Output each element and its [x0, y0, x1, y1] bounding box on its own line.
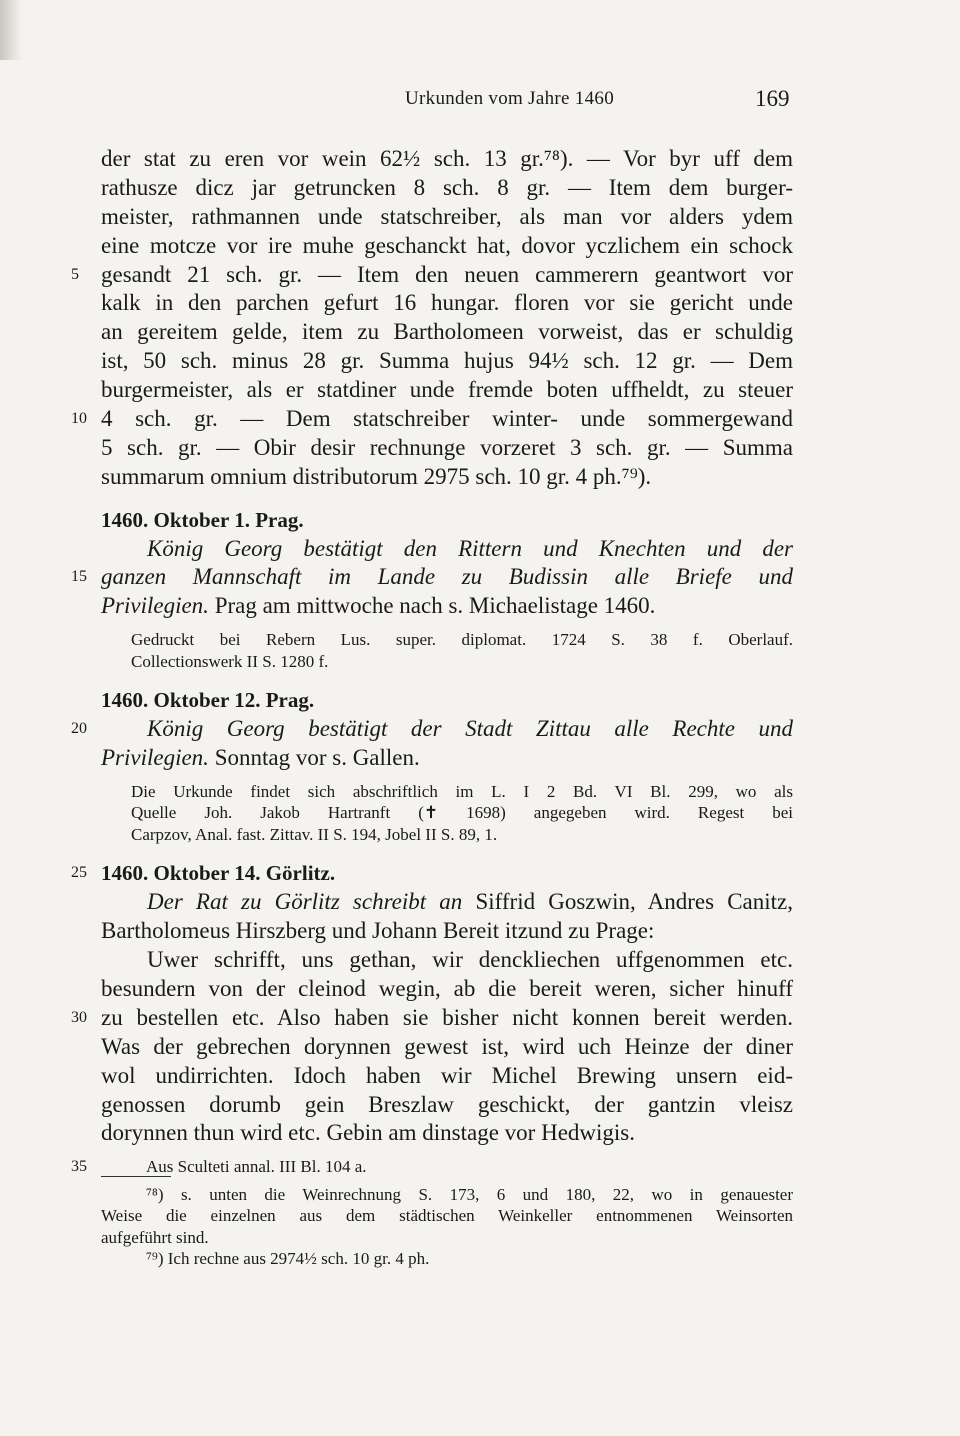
footnote-79: ⁷⁹) Ich rechne aus 2974½ sch. 10 gr. 4 ph.: [146, 1249, 430, 1269]
text-line: 5 gesandt 21 sch. gr. — Item den neuen cammerern geantwort vor: [101, 261, 793, 290]
text-line: eine motcze vor ire muhe geschanckt hat, dovor yczlichem ein schock: [101, 232, 793, 258]
text-line: kalk in den parchen gefurt 16 hungar. floren vor sie gericht unde: [101, 290, 793, 316]
entry-heading: 1460. Oktober 1. Prag.: [101, 507, 304, 532]
text-line: 30 zu bestellen etc. Also haben sie bisher nicht konnen bereit werden.: [101, 1004, 793, 1033]
line-number: 35: [71, 1158, 87, 1176]
text-line: 10 4 sch. gr. — Dem statschreiber winter- unde sommergewand: [101, 405, 793, 434]
text-line: burgermeister, als er statdiner unde fremde boten uffheldt, zu steuer: [101, 377, 793, 403]
text-line: Was der gebrechen dorynnen gewest ist, wird uch Heinze der diner: [101, 1033, 793, 1059]
source-note: Carpzov, Anal. fast. Zittav. II S. 194, Jobel II S. 89, 1.: [131, 824, 498, 844]
line-number: 5: [71, 265, 79, 283]
source-note: Collectionswerk II S. 1280 f.: [131, 651, 329, 671]
line-number: 15: [71, 568, 87, 586]
document-entry: [71, 859, 793, 1148]
text-line: genossen dorumb gein Breszlaw geschickt, der gantzin vleisz: [101, 1091, 793, 1117]
line-number: 20: [71, 720, 87, 738]
text-line: wol undirrichten. Idoch haben wir Michel Brewing unsern eid-: [101, 1062, 793, 1088]
account-paragraph: [71, 145, 793, 492]
text-line: Der Rat zu Görlitz schreibt an Siffrid Goszwin, Andres Canitz,: [147, 889, 793, 915]
footnote-78: ⁷⁸) s. unten die Weinrechnung S. 173, 6 und 180, 22, wo in genauester: [146, 1184, 793, 1204]
page-header: [0, 88, 960, 118]
source-line: 35 Aus Sculteti annal. III Bl. 104 a.: [71, 1157, 367, 1177]
text-line: besundern von der cleinod wegin, ab die bereit weren, sicher hinuff: [101, 975, 793, 1001]
text-line: 20 König Georg bestätigt der Stadt Zittau alle Rechte und: [101, 715, 793, 744]
line-number: 25: [71, 864, 87, 882]
text-line: der stat zu eren vor wein 62½ sch. 13 gr.⁷⁸). — Vor byr uff dem: [101, 146, 793, 171]
text-line: König Georg bestätigt den Rittern und Knechten und der: [147, 535, 793, 561]
running-title: Urkunden vom Jahre 1460: [405, 88, 614, 109]
text-line: 15 ganzen Mannschaft im Lande zu Budissin alle Briefe und: [101, 563, 793, 592]
text-line: summarum omnium distributorum 2975 sch. 10 gr. 4 ph.⁷⁹).: [101, 463, 652, 489]
source-note: Quelle Joh. Jakob Hartranft (✝ 1698) angegeben wird. Regest bei: [131, 803, 793, 823]
entry-heading: 1460. Oktober 12. Prag.: [101, 688, 315, 713]
text-line: meister, rathmannen unde statschreiber, als man vor alders ydem: [101, 203, 793, 229]
text-line: dorynnen thun wird etc. Gebin am dinstage vor Hedwigis.: [101, 1120, 635, 1146]
footnote-78-cont: Weise die einzelnen aus dem städtischen Weinkeller entnommenen Weinsorten: [101, 1206, 793, 1226]
source-note: Die Urkunde findet sich abschriftlich im L. I 2 Bd. VI Bl. 299, wo als: [131, 781, 793, 801]
line-number: 30: [71, 1008, 87, 1026]
text-line: Privilegien. Prag am mittwoche nach s. Michaelistage 1460.: [101, 593, 656, 619]
document-entry: [71, 686, 793, 845]
text-line: 5 sch. gr. — Obir desir rechnunge vorzeret 3 sch. gr. — Summa: [101, 434, 793, 460]
document-entry: [71, 506, 793, 673]
line-number: 10: [71, 410, 87, 428]
text-line: Bartholomeus Hirszberg und Johann Bereit itzund zu Prage:: [101, 918, 655, 944]
footnote-separator-wrap: [101, 1178, 793, 1184]
source-note: Gedruckt bei Rebern Lus. super. diplomat. 1724 S. 38 f. Oberlauf.: [131, 630, 793, 650]
page-body: [71, 145, 793, 1270]
footnotes: [71, 1156, 793, 1270]
scan-edge-shadow: [0, 0, 22, 60]
text-line: ist, 50 sch. minus 28 gr. Summa hujus 94½ sch. 12 gr. — Dem: [101, 348, 793, 374]
entry-heading: 25 1460. Oktober 14. Görlitz.: [101, 859, 793, 888]
text-line: Privilegien. Sonntag vor s. Gallen.: [101, 745, 420, 771]
text-line: rathusze dicz jar getruncken 8 sch. 8 gr. — Item dem burger-: [101, 174, 793, 200]
footnote-78-cont: aufgeführt sind.: [101, 1227, 209, 1247]
footnote-separator: [101, 1176, 171, 1177]
page-number: 169: [755, 86, 790, 111]
text-line: Uwer schrifft, uns gethan, wir denckliechen uffgenommen etc.: [147, 947, 793, 973]
text-line: an gereitem gelde, item zu Bartholomeen vorweist, das er schuldig: [101, 319, 793, 345]
